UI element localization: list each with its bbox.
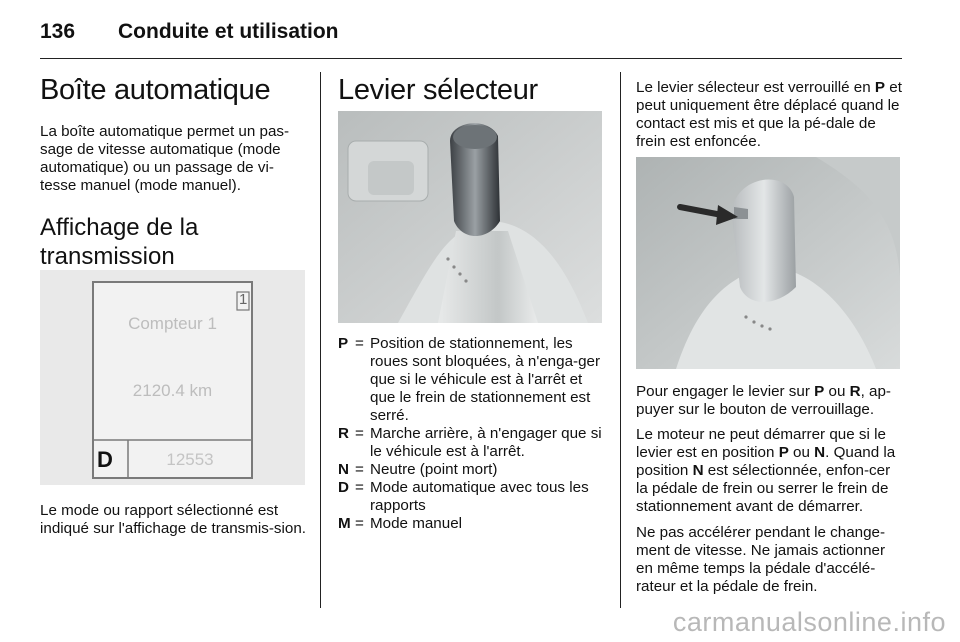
definition-text: Mode automatique avec tous les rapports: [370, 479, 589, 514]
display-trip-label: Compteur 1: [128, 314, 217, 333]
transmission-display-illustration: [40, 270, 305, 485]
display-caption: Le mode ou rapport sélectionné est indiqué sur l'affichage de transmis-sion.: [40, 502, 307, 537]
intro-paragraph: La boîte automatique permet un pas-sage de vitesse automatique (mode automatique) ou un passage de vi-tesse manuel (mode manuel).: [40, 123, 290, 194]
definition-equals: =: [355, 335, 364, 352]
section-title-automatic-gearbox: Boîte automatique: [40, 74, 271, 106]
definition-key: P: [338, 335, 349, 352]
definition-row-n: [338, 461, 604, 479]
definition-equals: =: [355, 425, 364, 442]
definition-equals: =: [355, 515, 364, 532]
definition-text: Marche arrière, à n'engager que si le véhicule est à l'arrêt.: [370, 425, 602, 460]
column-divider-1: [320, 72, 321, 608]
definition-key: D: [338, 479, 349, 496]
definition-key: N: [338, 461, 349, 478]
definition-key: R: [338, 425, 349, 442]
display-trip-distance: 2120.4 km: [132, 381, 213, 400]
chapter-title: Conduite et utilisation: [118, 20, 339, 43]
definition-text: Neutre (point mort): [370, 461, 498, 478]
display-gear-indicator: D: [97, 447, 113, 472]
definition-equals: =: [355, 461, 364, 478]
engine-start-paragraph: Le moteur ne peut démarrer que si le levier est en position P ou N. Quand la position N est sélectionnée, enfon-cer la pédale de frein ou serrer le frein de stationnement avant de démarrer.: [636, 426, 896, 515]
display-odometer: 12553: [166, 450, 214, 469]
definition-row-p: [338, 335, 604, 425]
gear-position-definitions: [338, 335, 604, 533]
section-title-selector-lever: Levier sélecteur: [338, 74, 538, 106]
page-number: 136: [40, 20, 76, 43]
gear-p-bold: P: [874, 79, 886, 96]
definition-equals: =: [355, 479, 364, 496]
lever-lock-button-photo: [636, 157, 900, 369]
definition-row-d: [338, 479, 604, 515]
header-rule: [40, 58, 902, 59]
definition-text: Position de stationnement, les roues sont bloquées, à n'enga-ger que si le véhicule est à l'arrêt et que le frein de stationnement est serré.: [370, 335, 601, 424]
subsection-title-transmission-display: Affichage de la transmission: [40, 214, 199, 270]
lever-lock-paragraph: Le levier sélecteur est verrouillé en P et peut uniquement être déplacé quand le contact est mis et que la pé-dale de frein est enfoncée.: [636, 79, 902, 150]
selector-lever-photo: [338, 111, 602, 323]
acceleration-warning-paragraph: Ne pas accélérer pendant le change-ment de vitesse. Ne jamais actionner en même temps la pédale d'accélé-rateur et la pédale de frein.: [636, 524, 886, 595]
definition-text: Mode manuel: [370, 515, 463, 532]
definition-row-r: [338, 425, 604, 461]
definition-key: M: [338, 515, 351, 532]
column-divider-2: [620, 72, 621, 608]
watermark: carmanualsonline.info: [672, 607, 946, 637]
page-header: [40, 18, 902, 58]
display-corner-mark: 1: [239, 291, 248, 308]
engage-p-r-paragraph: Pour engager le levier sur P ou R, ap-puyer sur le bouton de verrouillage.: [636, 383, 891, 418]
definition-row-m: [338, 515, 604, 533]
